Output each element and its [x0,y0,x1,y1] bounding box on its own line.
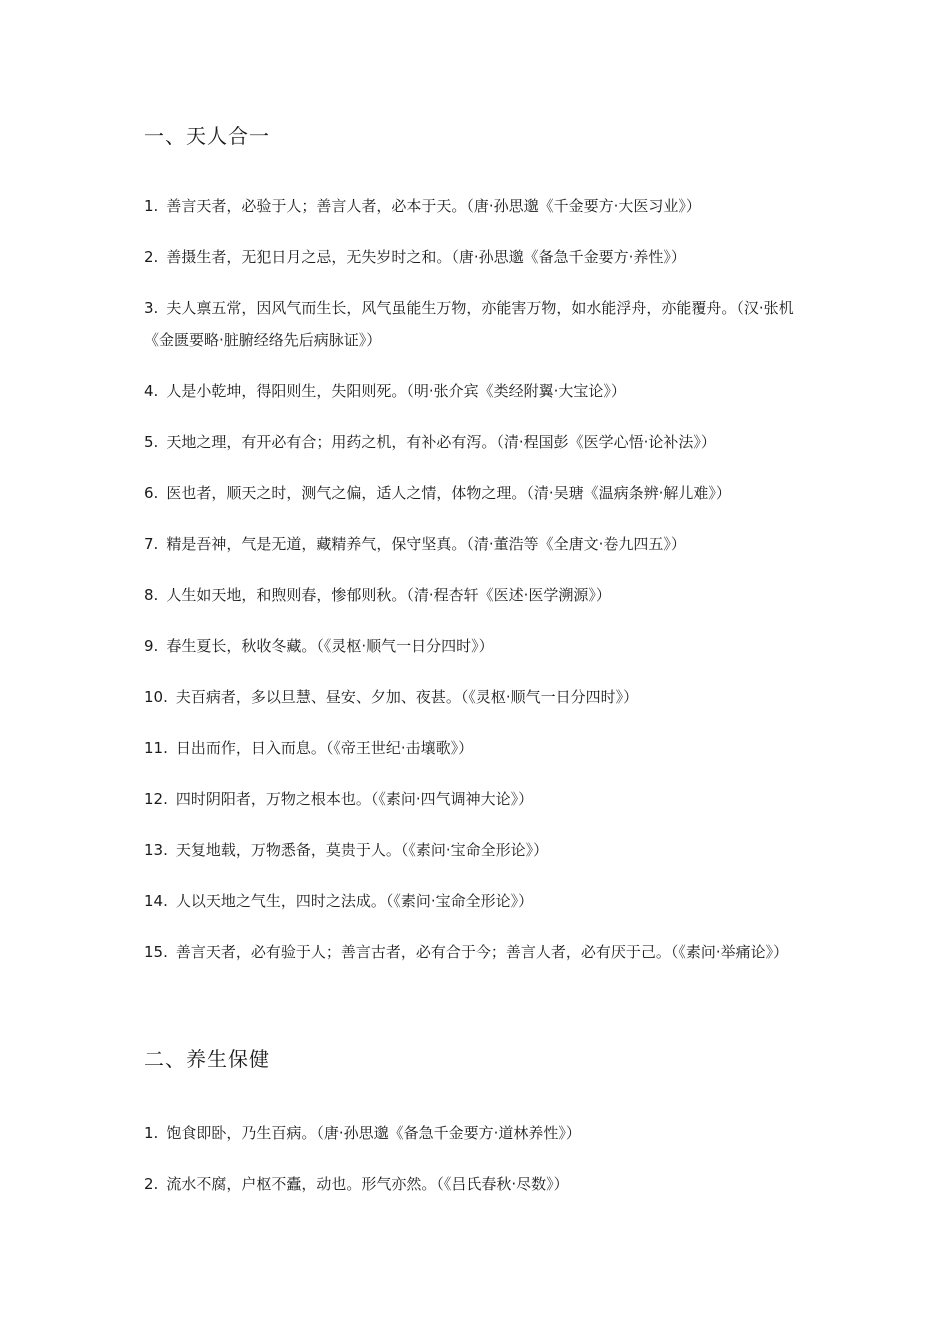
item-text: 善言天者，必验于人；善言人者，必本于天。（唐·孙思邈《千金要方·大医习业》） [166,197,701,215]
item-text: 饱食即卧，乃生百病。（唐·孙思邈《备急千金要方·道林养性》） [166,1124,581,1142]
list-item [144,630,814,662]
item-number: 6. [144,484,159,502]
item-text: 天地之理，有开必有合；用药之机，有补必有泻。（清·程国彭《医学心悟·论补法》） [166,433,716,451]
item-number: 2. [144,1175,159,1193]
quote-list [144,1117,814,1200]
list-item [144,426,814,458]
list-item [144,241,814,273]
item-text: 医也者，顺天之时，测气之偏，适人之情，体物之理。（清·吴瑭《温病条辨·解儿难》） [166,484,731,502]
list-item [144,1117,814,1149]
item-text: 流水不腐，户枢不蠹，动也。形气亦然。（《吕氏春秋·尽数》） [166,1175,569,1193]
list-item [144,190,814,222]
item-number: 14. [144,892,168,910]
item-text: 人是小乾坤，得阳则生，失阳则死。（明·张介宾《类经附翼·大宝论》） [166,382,626,400]
item-number: 5. [144,433,159,451]
list-item [144,834,814,866]
item-text: 善言天者，必有验于人；善言古者，必有合于今；善言人者，必有厌于己。（《素问·举痛论》） [175,943,789,961]
section-yang-sheng-bao-jian [144,1043,814,1219]
list-item [144,579,814,611]
item-number: 7. [144,535,159,553]
item-number: 2. [144,248,159,266]
list-item [144,292,814,356]
item-text: 人以天地之气生，四时之法成。（《素问·宝命全形论》） [175,892,534,910]
list-item [144,885,814,917]
item-number: 1. [144,1124,159,1142]
item-number: 12. [144,790,168,808]
item-text: 天复地载，万物悉备，莫贵于人。（《素问·宝命全形论》） [175,841,549,859]
item-number: 4. [144,382,159,400]
item-text: 精是吾神，气是无道，藏精养气，保守坚真。（清·董浩等《全唐文·卷九四五》） [166,535,686,553]
list-item [144,477,814,509]
list-item [144,783,814,815]
section-tian-ren-he-yi [144,120,814,987]
item-number: 11. [144,739,168,757]
item-text: 夫百病者，多以旦慧、昼安、夕加、夜甚。（《灵枢·顺气一日分四时》） [175,688,639,706]
item-text: 春生夏长，秋收冬藏。（《灵枢·顺气一日分四时》） [166,637,494,655]
list-item [144,681,814,713]
item-number: 13. [144,841,168,859]
list-item [144,1168,814,1200]
list-item [144,528,814,560]
item-number: 8. [144,586,159,604]
item-number: 10. [144,688,168,706]
list-item [144,732,814,764]
section-heading: 二、养生保健 [144,1047,270,1071]
list-item [144,375,814,407]
item-number: 3. [144,299,159,317]
item-number: 9. [144,637,159,655]
item-text: 夫人禀五常，因风气而生长，风气虽能生万物，亦能害万物，如水能浮舟，亦能覆舟。（汉·张机《金匮要略·脏腑经络先后病脉证》） [144,299,794,349]
item-text: 四时阴阳者，万物之根本也。（《素问·四气调神大论》） [175,790,534,808]
section-heading: 一、天人合一 [144,124,270,148]
list-item [144,936,814,968]
quote-list [144,190,814,968]
item-text: 善摄生者，无犯日月之忌，无失岁时之和。（唐·孙思邈《备急千金要方·养性》） [166,248,686,266]
item-number: 1. [144,197,159,215]
item-number: 15. [144,943,168,961]
item-text: 日出而作，日入而息。（《帝王世纪·击壤歌》） [175,739,474,757]
item-text: 人生如天地，和煦则春，惨郁则秋。（清·程杏轩《医述·医学溯源》） [166,586,611,604]
